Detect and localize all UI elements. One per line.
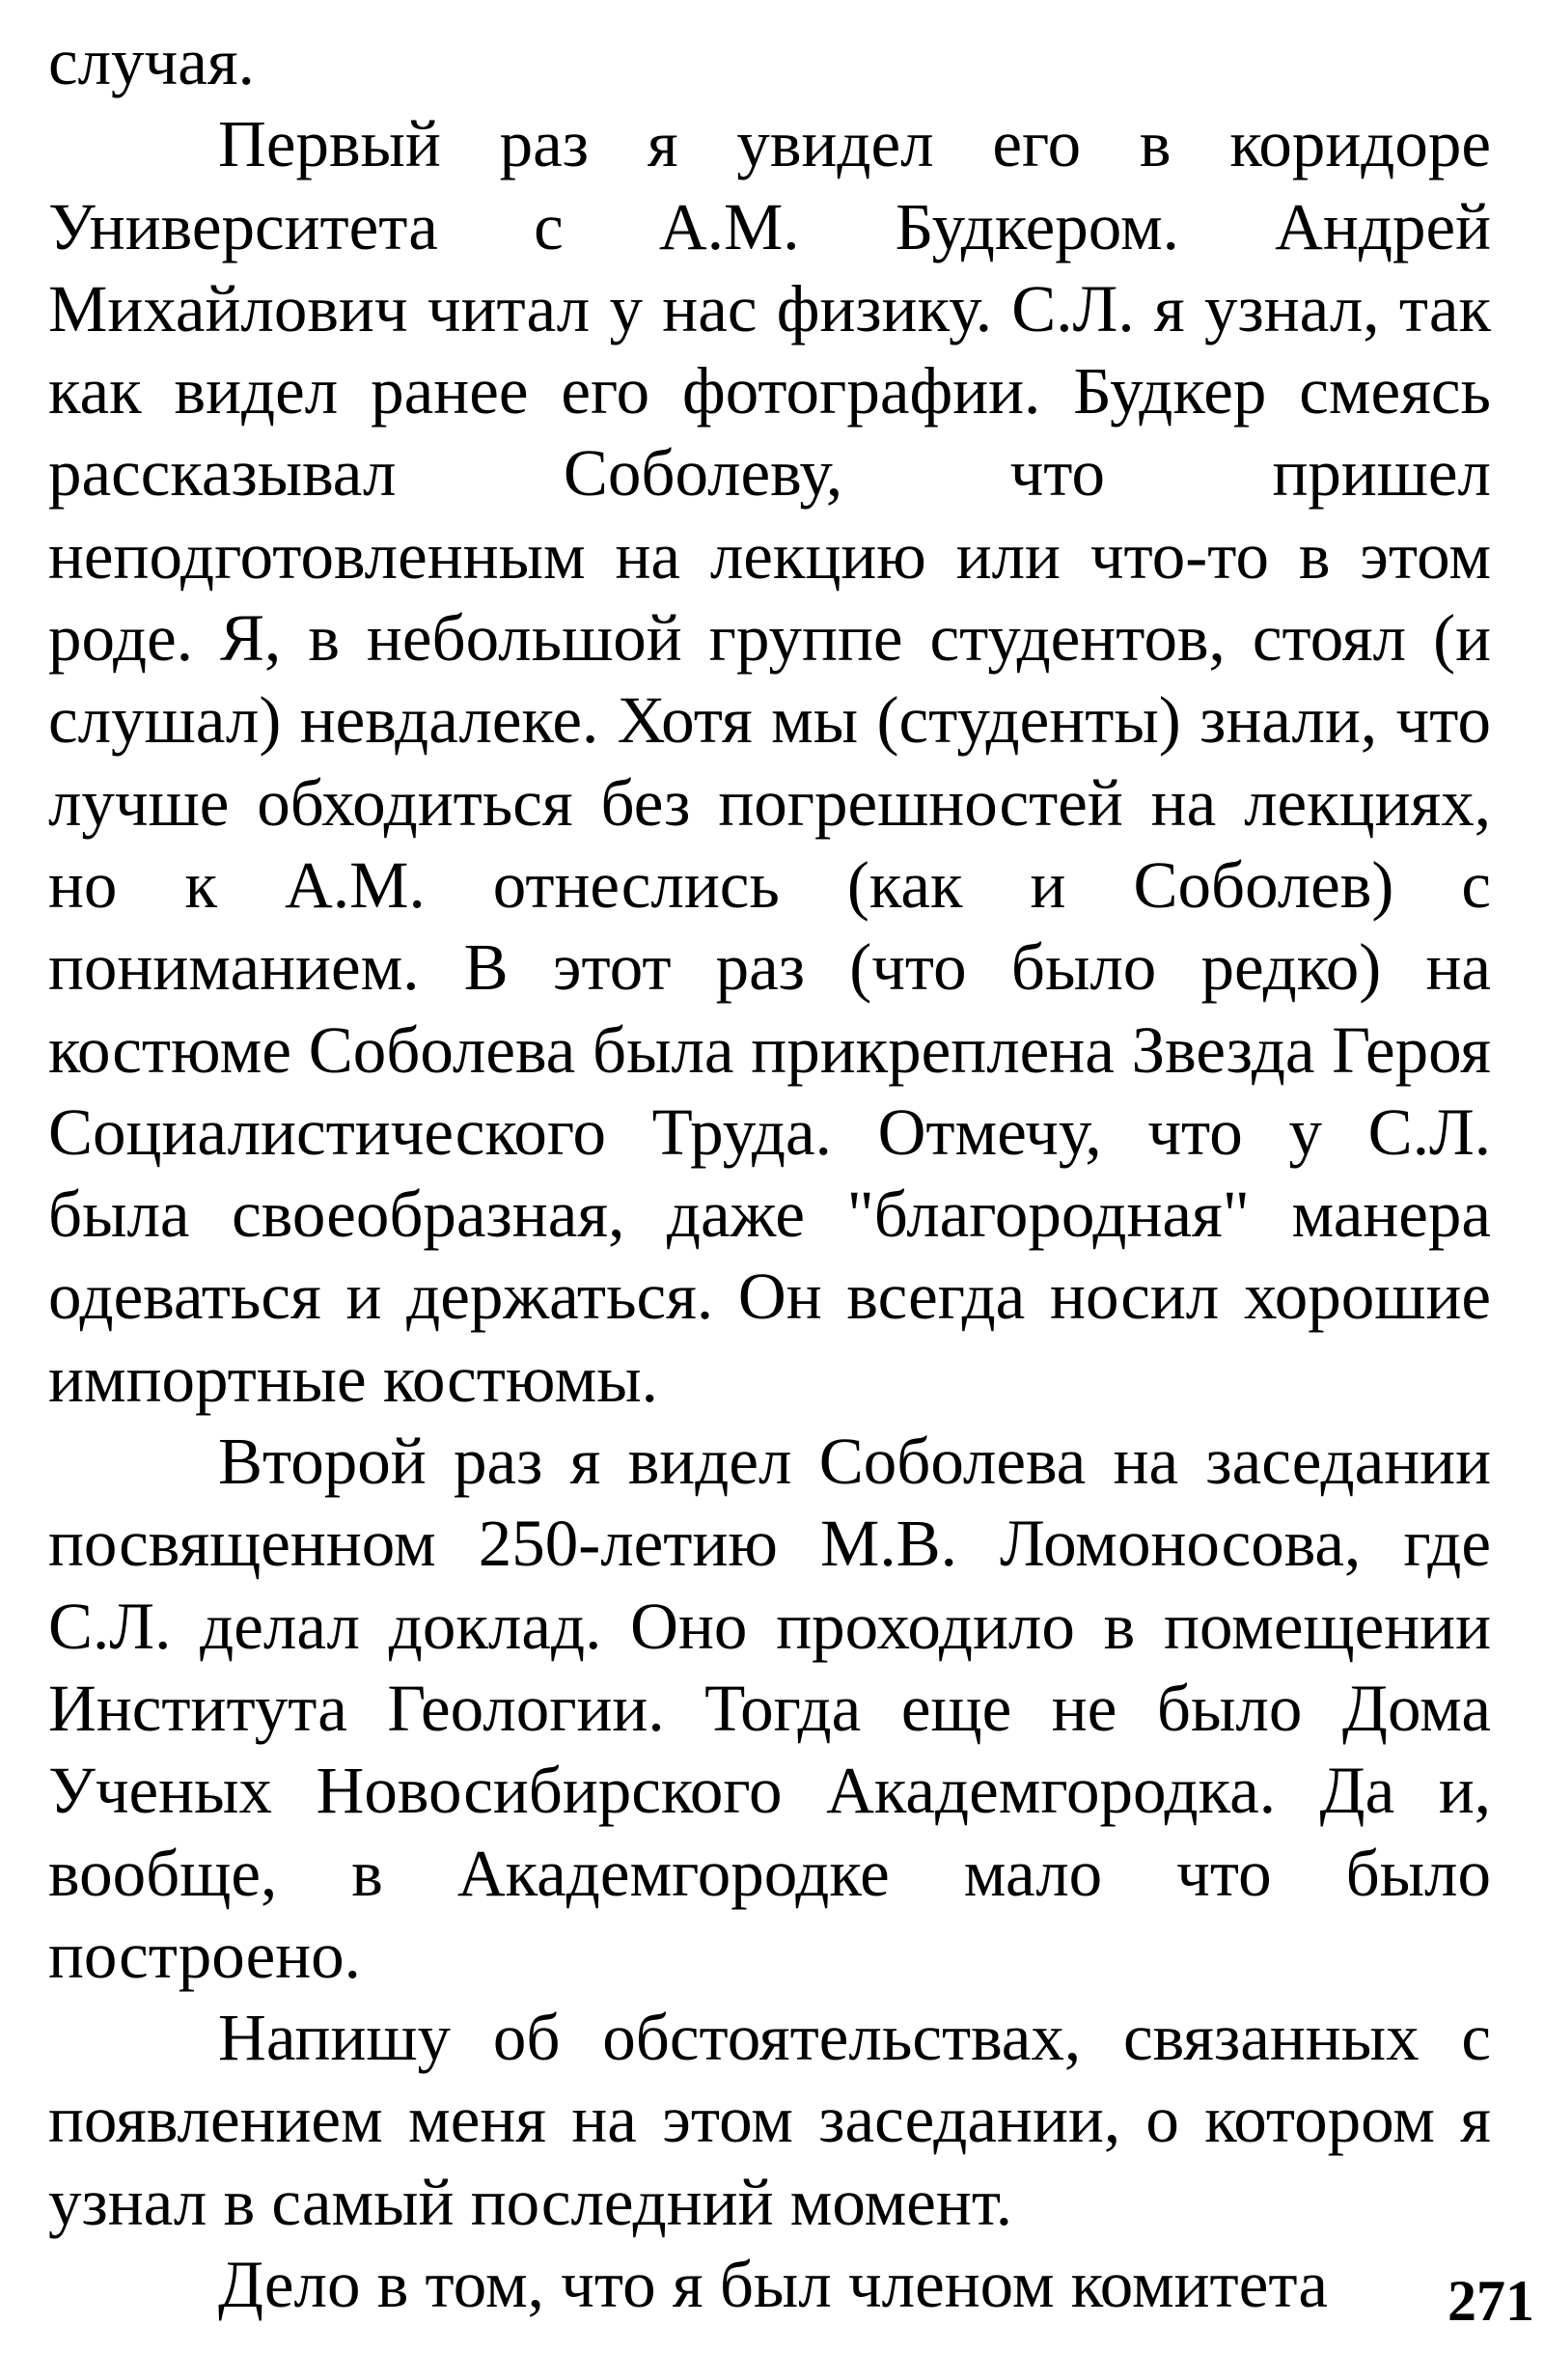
page-number: 271: [1448, 2269, 1534, 2333]
book-page: [48, 21, 1491, 2357]
paragraph-continuation: случая.: [48, 25, 255, 98]
paragraph-first-meeting: Первый раз я увидел его в коридоре Университета с А.М. Будкером. Андрей Михайлович читал у нас физику. С.Л. я узнал, так как видел ранее его фотографии. Будкер смеясь рассказывал Соболеву, что пришел неподготовленным на лекцию или что-то в этом роде. Я, в небольшой группе студентов, стоял (и слушал) невдалеке. Хотя мы (студенты) знали, что лучше обходиться без погрешностей на лекциях, но к А.М. отнеслись (как и Соболев) с пониманием. В этот раз (что было редко) на костюме Соболева была прикреплена Звезда Героя Социалистического Труда. Отмечу, что у С.Л. была своеобразная, даже "благородная" манера одеваться и держаться. Он всегда носил хорошие импортные костюмы.: [48, 107, 1491, 1416]
paragraph-second-meeting: Второй раз я видел Соболева на заседании посвященном 250-летию М.В. Ломоносова, где С.Л. делал доклад. Оно проходило в помещении Института Геологии. Тогда еще не было Дома Ученых Новосибирского Академгородка. Да и, вообще, в Академгородке мало что было построено.: [48, 1425, 1491, 1992]
paragraph-committee: Дело в том, что я был членом комитета: [218, 2248, 1328, 2322]
paragraph-circumstances: Напишу об обстоятельствах, связанных с появлением меня на этом заседании, о котором я узнал в самый последний момент.: [48, 2001, 1491, 2239]
